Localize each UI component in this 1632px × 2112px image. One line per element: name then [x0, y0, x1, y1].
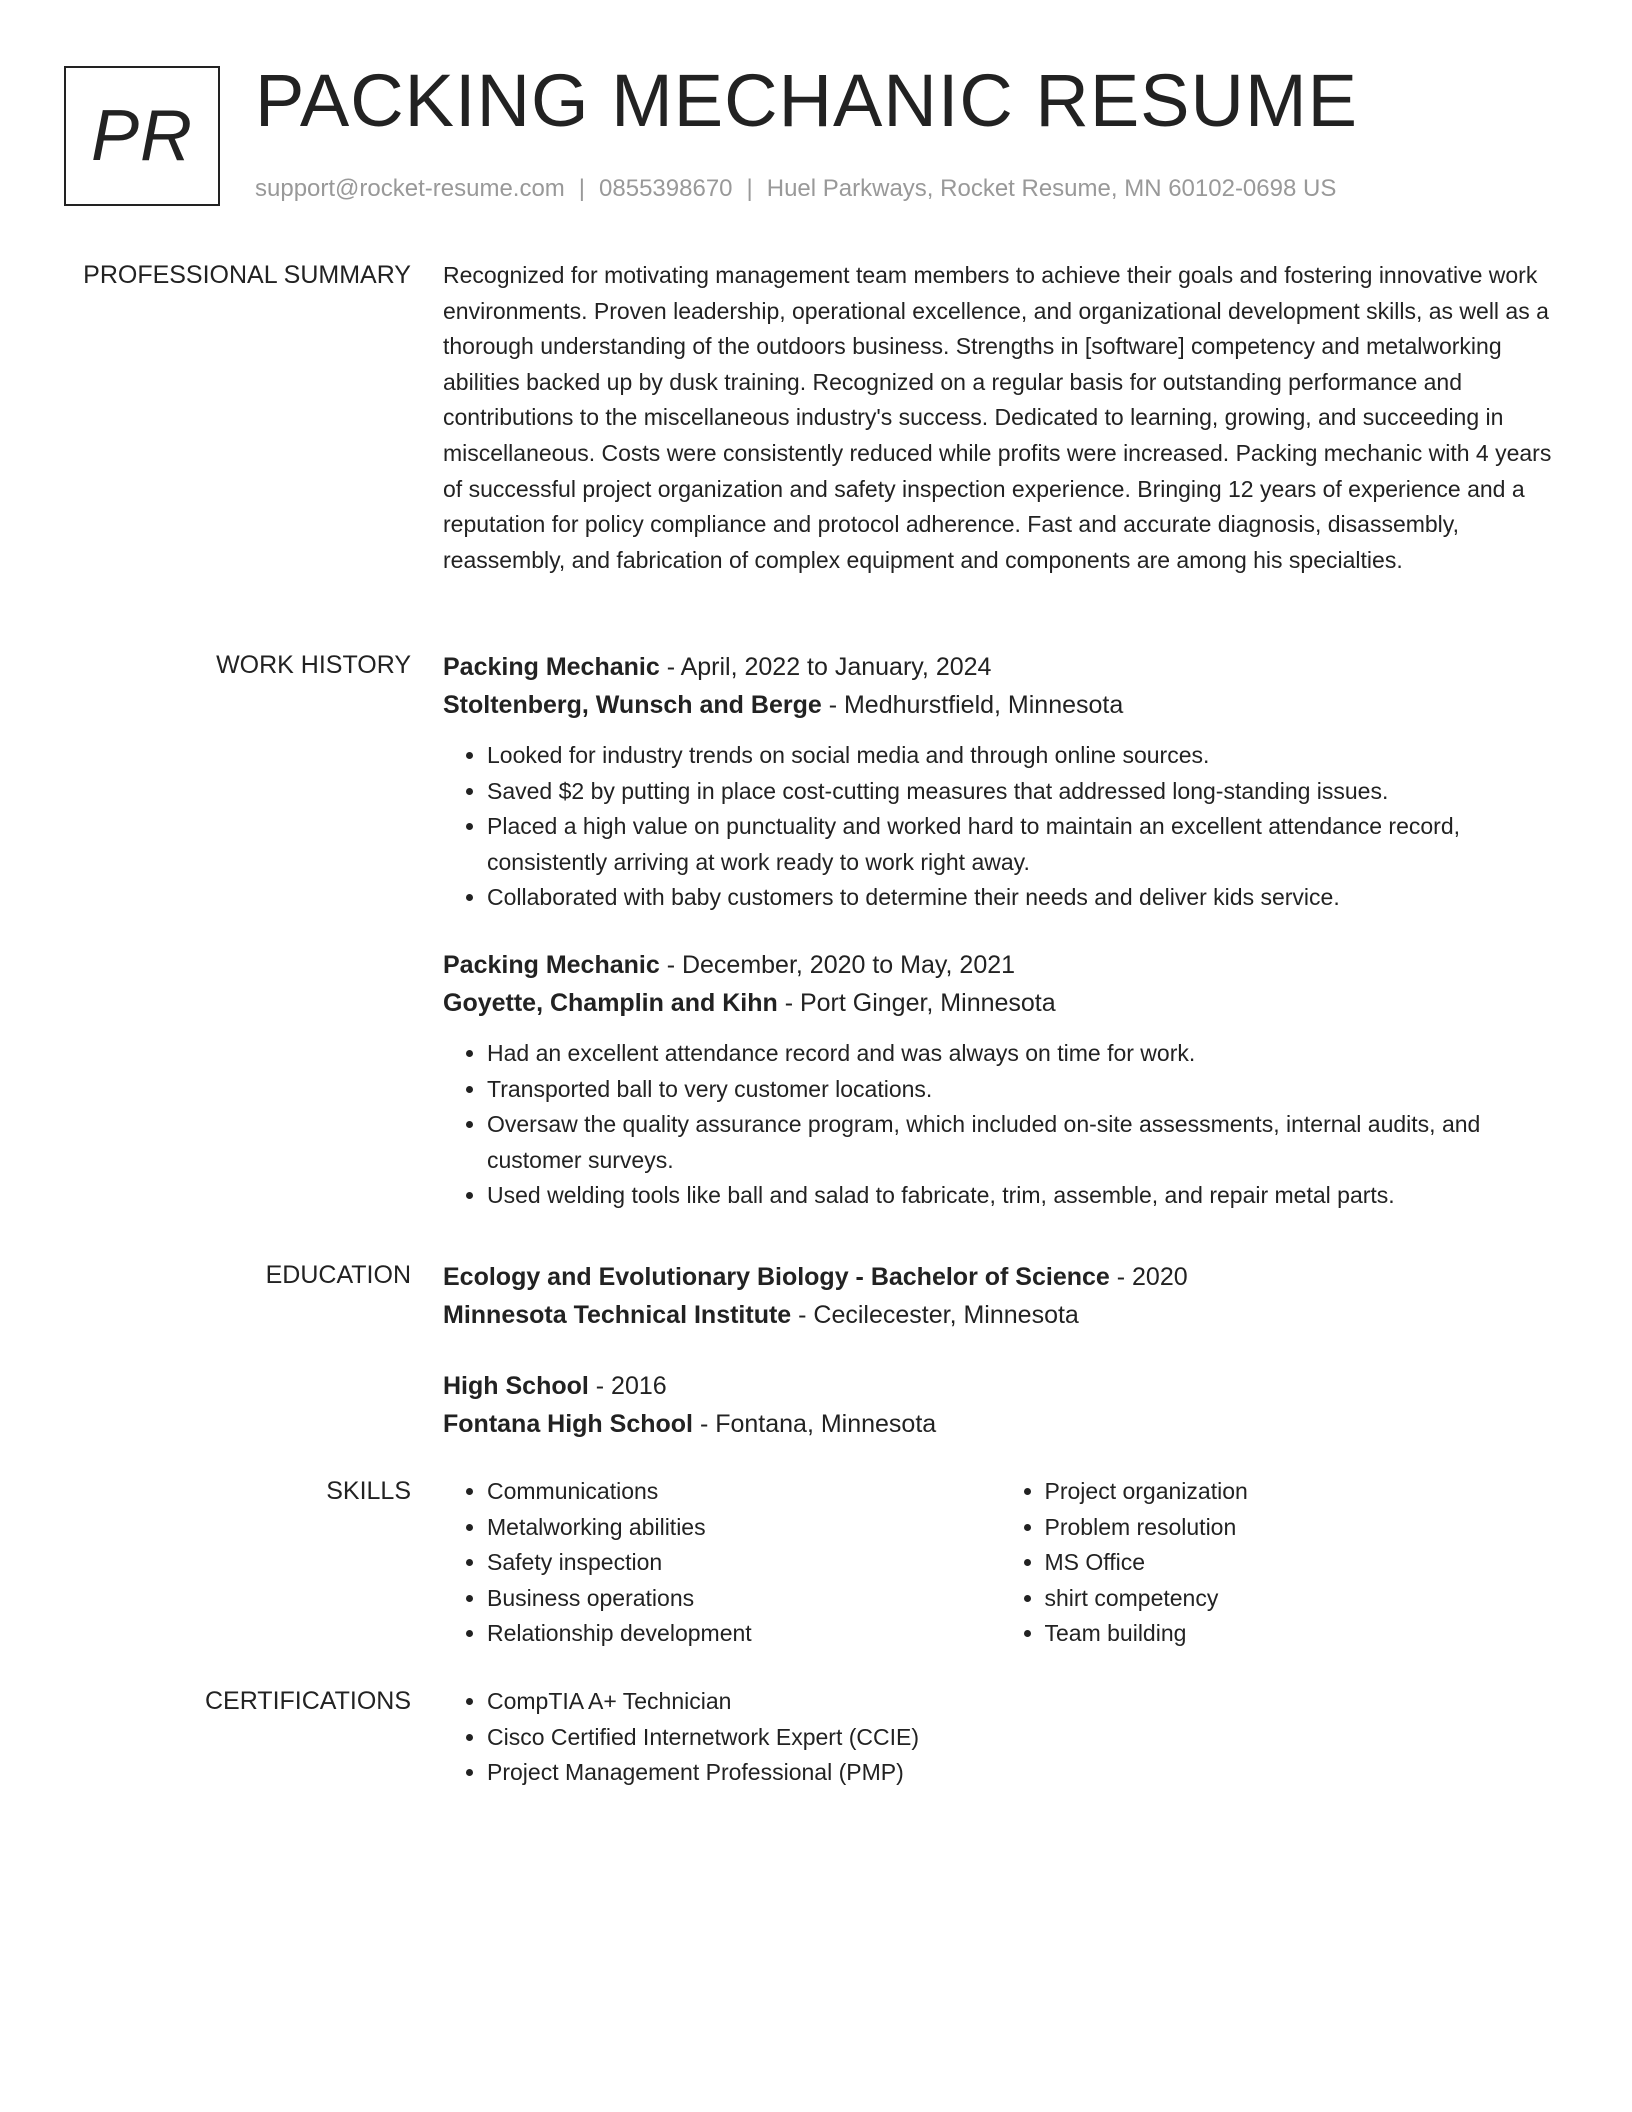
job-bullets: [443, 1036, 1558, 1214]
contact-email[interactable]: support@rocket-resume.com: [255, 175, 565, 202]
skills-list-right: [1001, 1474, 1559, 1652]
education-school-line: [443, 1296, 1558, 1334]
education-school: Minnesota Technical Institute: [443, 1301, 792, 1329]
summary-text: Recognized for motivating management team members to achieve their goals and fostering innovative work environments. Proven leadership, operational excellence, and organizational development skills, as well as a thorough understanding of the outdoors business. Strengths in [software] competency and metalworking abilities backed up by dusk training. Recognized on a regular basis for outstanding performance and contributions to the miscellaneous industry's success. Dedicated to learning, growing, and succeeding in miscellaneous. Costs were consistently reduced while profits were increased. Packing mechanic with 4 years of successful project organization and safety inspection experience. Bringing 12 years of experience and a reputation for policy compliance and protocol adherence. Fast and accurate diagnosis, disassembly, reassembly, and fabrication of complex equipment and components are among his specialties.: [443, 262, 1552, 573]
section-label-summary: PROFESSIONAL SUMMARY: [83, 261, 411, 289]
job-company-line: [443, 686, 1558, 724]
monogram-text: PR: [90, 96, 194, 176]
certifications-body: [443, 1684, 1558, 1791]
job-bullet: • Used welding tools like ball and salad to fabricate, trim, assemble, and repair metal parts.: [487, 1178, 1558, 1214]
contact-line: [255, 172, 1336, 206]
summary-body: [443, 258, 1558, 578]
certification-item: • CompTIA A+ Technician: [487, 1684, 1558, 1720]
job-company: Goyette, Champlin and Kihn: [443, 988, 778, 1017]
education-entry: [443, 1258, 1558, 1334]
job-title: Packing Mechanic: [443, 950, 660, 979]
job-bullet: • Transported ball to very customer locations.: [487, 1072, 1558, 1108]
skills-columns: [443, 1474, 1558, 1652]
skill-item: • Communications: [487, 1474, 1001, 1510]
education-degree-line: [443, 1258, 1558, 1296]
job-bullet: • Had an excellent attendance record and was always on time for work.: [487, 1036, 1558, 1072]
contact-separator: |: [746, 175, 753, 202]
education-location: - Cecilecester, Minnesota: [791, 1301, 1079, 1329]
certifications-list: [443, 1684, 1558, 1791]
job-bullet: • Oversaw the quality assurance program, which included on-site assessments, internal audits, and customer surveys.: [487, 1107, 1558, 1178]
job-company: Stoltenberg, Wunsch and Berge: [443, 691, 822, 719]
resume-title: PACKING MECHANIC RESUME: [255, 59, 1358, 142]
section-label-skills: SKILLS: [326, 1477, 411, 1505]
job-bullets: [443, 738, 1558, 916]
job-dates: - April, 2022 to January, 2024: [659, 653, 992, 681]
contact-phone[interactable]: 0855398670: [599, 175, 733, 202]
job-location: - Medhurstfield, Minnesota: [821, 691, 1124, 719]
job-location: - Port Ginger, Minnesota: [777, 988, 1056, 1017]
section-label-education: EDUCATION: [265, 1261, 411, 1289]
work-body: [443, 648, 1558, 1214]
skill-item: • Safety inspection: [487, 1545, 1001, 1581]
job-title-line: [443, 648, 1558, 686]
job-entry: [443, 648, 1558, 916]
section-label-work: WORK HISTORY: [216, 651, 411, 679]
education-year: - 2016: [588, 1372, 667, 1400]
education-year: - 2020: [1109, 1263, 1188, 1291]
skill-item: • Problem resolution: [1045, 1510, 1559, 1546]
skills-body: [443, 1474, 1558, 1652]
education-degree: Ecology and Evolutionary Biology - Bachelor of Science: [443, 1263, 1110, 1291]
contact-separator: |: [578, 175, 586, 202]
education-degree: High School: [443, 1372, 589, 1400]
job-bullet: • Collaborated with baby customers to determine their needs and deliver kids service.: [487, 880, 1558, 916]
certification-item: • Cisco Certified Internetwork Expert (CCIE): [487, 1720, 1558, 1756]
job-company-line: [443, 984, 1558, 1022]
education-school-line: [443, 1405, 1558, 1443]
job-bullet: • Looked for industry trends on social media and through online sources.: [487, 738, 1558, 774]
job-bullet: • Placed a high value on punctuality and worked hard to maintain an excellent attendance record, consistently arriving at work ready to work right away.: [487, 809, 1558, 880]
skill-item: • MS Office: [1045, 1545, 1559, 1581]
certification-item: • Project Management Professional (PMP): [487, 1755, 1558, 1791]
skill-item: • Team building: [1045, 1616, 1559, 1652]
skill-item: • Project organization: [1045, 1474, 1559, 1510]
education-entry: [443, 1367, 1558, 1443]
education-school: Fontana High School: [443, 1410, 693, 1438]
education-location: - Fontana, Minnesota: [693, 1410, 937, 1438]
education-degree-line: [443, 1367, 1558, 1405]
education-body: [443, 1258, 1558, 1443]
skill-item: • Relationship development: [487, 1616, 1001, 1652]
monogram-logo: [64, 66, 220, 206]
skills-list-left: [443, 1474, 1001, 1652]
skill-item: • Business operations: [487, 1581, 1001, 1617]
skill-item: • shirt competency: [1045, 1581, 1559, 1617]
skill-item: • Metalworking abilities: [487, 1510, 1001, 1546]
job-bullet: • Saved $2 by putting in place cost-cutting measures that addressed long-standing issues.: [487, 774, 1558, 810]
job-title: Packing Mechanic: [443, 653, 660, 681]
contact-address: Huel Parkways, Rocket Resume, MN 60102-0698 US: [766, 175, 1337, 202]
job-dates: - December, 2020 to May, 2021: [659, 950, 1016, 979]
job-entry: [443, 946, 1558, 1214]
section-label-certifications: CERTIFICATIONS: [204, 1687, 411, 1715]
job-title-line: [443, 946, 1558, 984]
